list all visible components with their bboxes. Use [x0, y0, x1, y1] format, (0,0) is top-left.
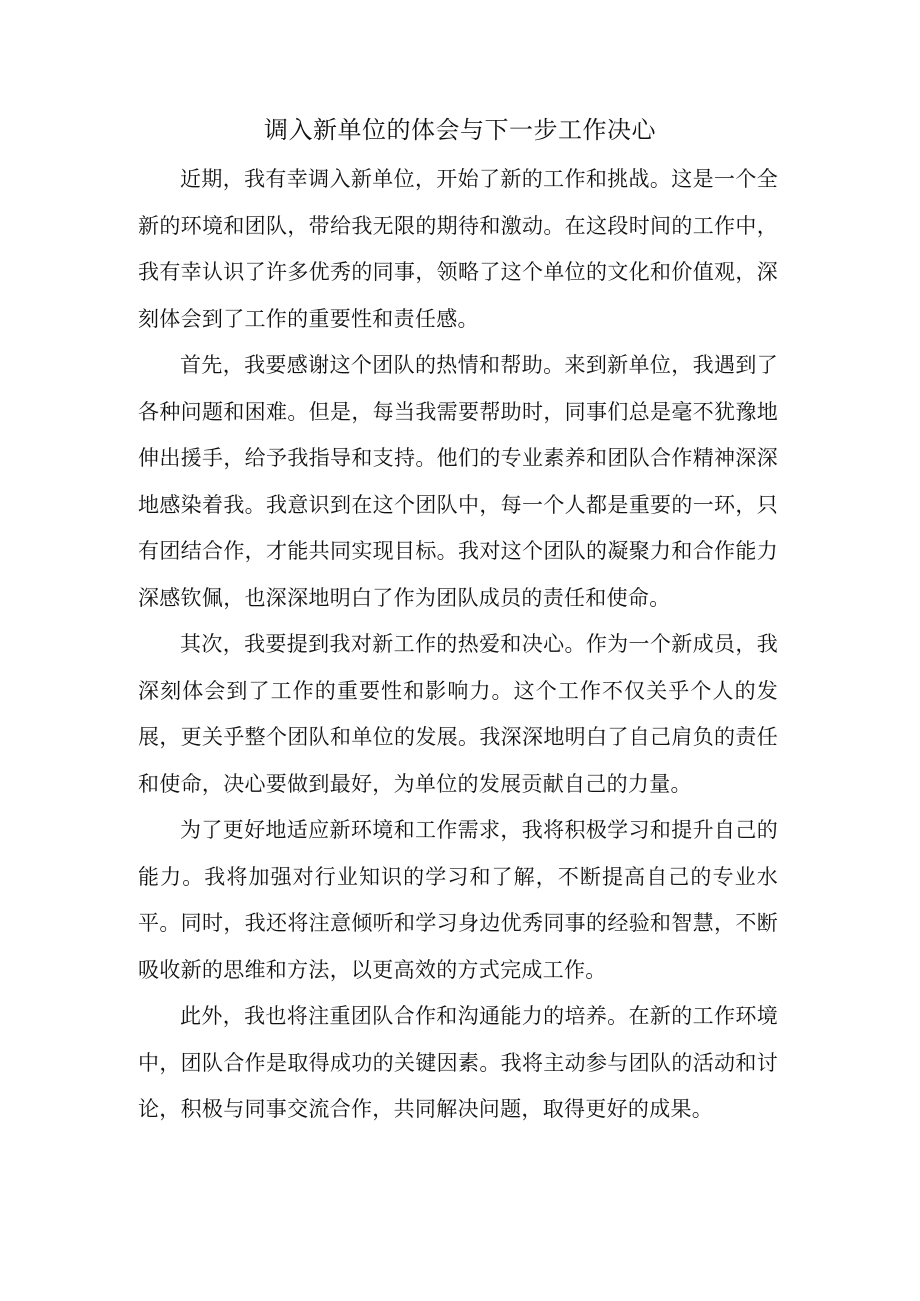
paragraph-3: 其次，我要提到我对新工作的热爱和决心。作为一个新成员，我深刻体会到了工作的重要性和影响力。这个工作不仅关乎个人的发展，更关乎整个团队和单位的发展。我深深地明白了自己肩负的责任和使命，决心要做到最好，为单位的发展贡献自己的力量。: [138, 632, 778, 796]
paragraph-1: 近期，我有幸调入新单位，开始了新的工作和挑战。这是一个全新的环境和团队，带给我无限的期待和激动。在这段时间的工作中，我有幸认识了许多优秀的同事，领略了这个单位的文化和价值观，深刻体会到了工作的重要性和责任感。: [138, 167, 778, 331]
paragraph-2: 首先，我要感谢这个团队的热情和帮助。来到新单位，我遇到了各种问题和困难。但是，每当我需要帮助时，同事们总是毫不犹豫地伸出援手，给予我指导和支持。他们的专业素养和团队合作精神深深地感染着我。我意识到在这个团队中，每一个人都是重要的一环，只有团结合作，才能共同实现目标。我对这个团队的凝聚力和合作能力深感钦佩，也深深地明白了作为团队成员的责任和使命。: [138, 353, 778, 610]
document-title: 调入新单位的体会与下一步工作决心: [264, 116, 656, 144]
paragraph-5: 此外，我也将注重团队合作和沟通能力的培养。在新的工作环境中，团队合作是取得成功的关键因素。我将主动参与团队的活动和讨论，积极与同事交流合作，共同解决问题，取得更好的成果。: [138, 1004, 778, 1121]
document-body: [138, 156, 778, 1133]
paragraph-4: 为了更好地适应新环境和工作需求，我将积极学习和提升自己的能力。我将加强对行业知识的学习和了解，不断提高自己的专业水平。同时，我还将注意倾听和学习身边优秀同事的经验和智慧，不断吸收新的思维和方法，以更高效的方式完成工作。: [138, 818, 778, 982]
